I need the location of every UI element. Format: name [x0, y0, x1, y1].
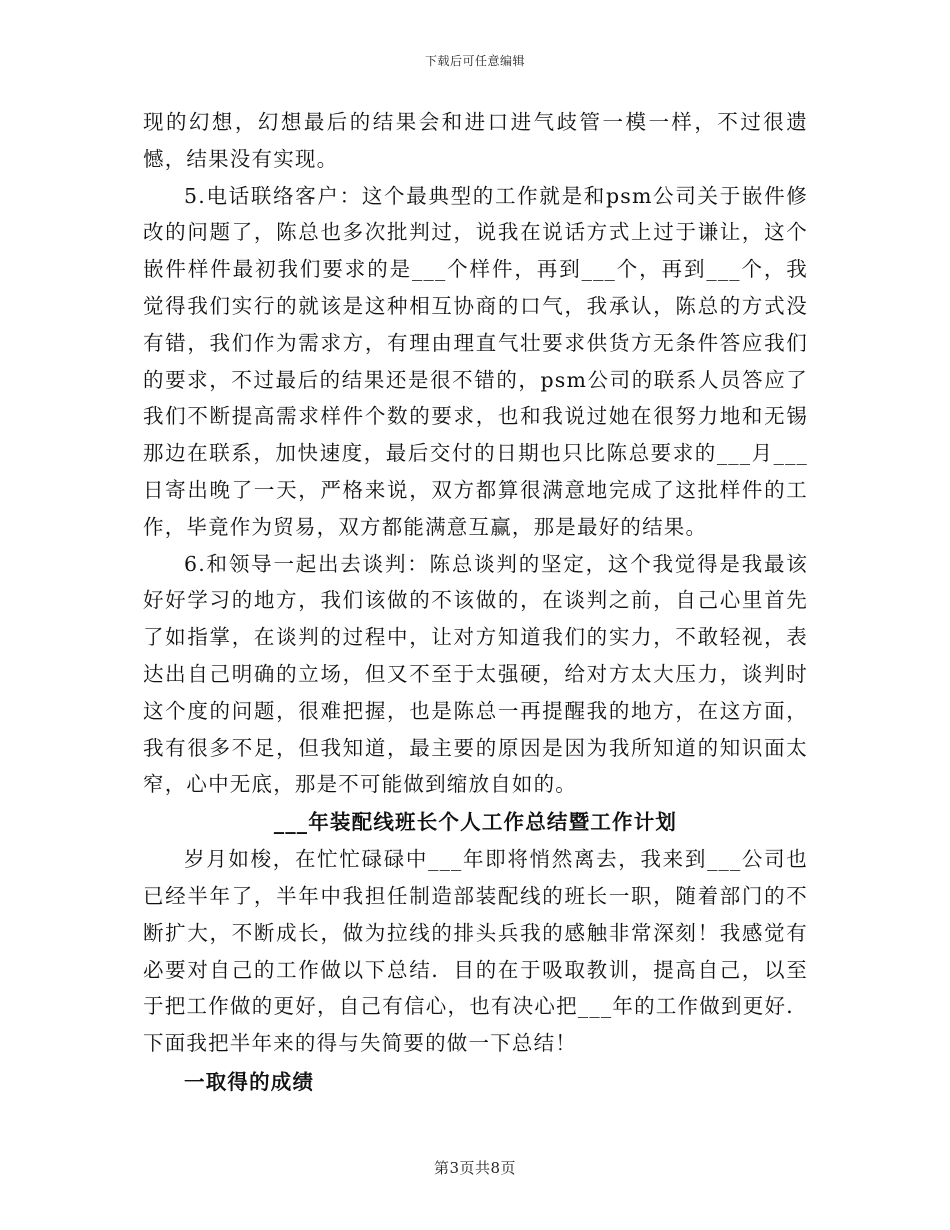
section-title: ___年装配线班长个人工作总结暨工作计划	[273, 810, 678, 835]
document-body	[143, 104, 808, 1101]
page-footer: 第3页共8页	[433, 1159, 517, 1177]
paragraph-summary: 岁月如梭，在忙忙碌碌中___年即将悄然离去，我来到___公司也已经半年了，半年中我担任制造部装配线的班长一职，随着部门的不断扩大，不断成长，做为拉线的排头兵我的感触非常深刻！我感觉有必要对自己的工作做以下总结．目的在于吸取教训，提高自己，以至于把工作做的更好，自己有信心，也有决心把___年的工作做到更好．下面我把半年来的得与失简要的做一下总结！	[143, 847, 808, 1056]
paragraph-item-6: 6.和领导一起出去谈判：陈总谈判的坚定，这个我觉得是我最该好好学习的地方，我们该做的不该做的，在谈判之前，自己心里首先了如指掌，在谈判的过程中，让对方知道我们的实力，不敢轻视，表达出自己明确的立场，但又不至于太强硬，给对方太大压力，谈判时这个度的问题，很难把握，也是陈总一再提醒我的地方，在这方面，我有很多不足，但我知道，最主要的原因是因为我所知道的知识面太窄，心中无底，那是不可能做到缩放自如的。	[143, 551, 808, 797]
sub-heading-achievements: 一取得的成绩	[184, 1069, 315, 1094]
page-header: 下载后可任意编辑	[424, 54, 525, 68]
paragraph-item-5: 5.电话联络客户：这个最典型的工作就是和psm公司关于嵌件修改的问题了，陈总也多次批判过，说我在说话方式上过于谦让，这个嵌件样件最初我们要求的是___个样件，再到___个，再到___个，我觉得我们实行的就该是这种相互协商的口气，我承认，陈总的方式没有错，我们作为需求方，有理由理直气壮要求供货方无条件答应我们的要求，不过最后的结果还是很不错的，psm公司的联系人员答应了我们不断提高需求样件个数的要求，也和我说过她在很努力地和无锡那边在联系，加快速度，最后交付的日期也只比陈总要求的___月___日寄出晚了一天，严格来说，双方都算很满意地完成了这批样件的工作，毕竟作为贸易，双方都能满意互赢，那是最好的结果。	[143, 183, 808, 539]
paragraph-intro: 现的幻想，幻想最后的结果会和进口进气歧管一模一样，不过很遗憾，结果没有实现。	[143, 110, 808, 171]
